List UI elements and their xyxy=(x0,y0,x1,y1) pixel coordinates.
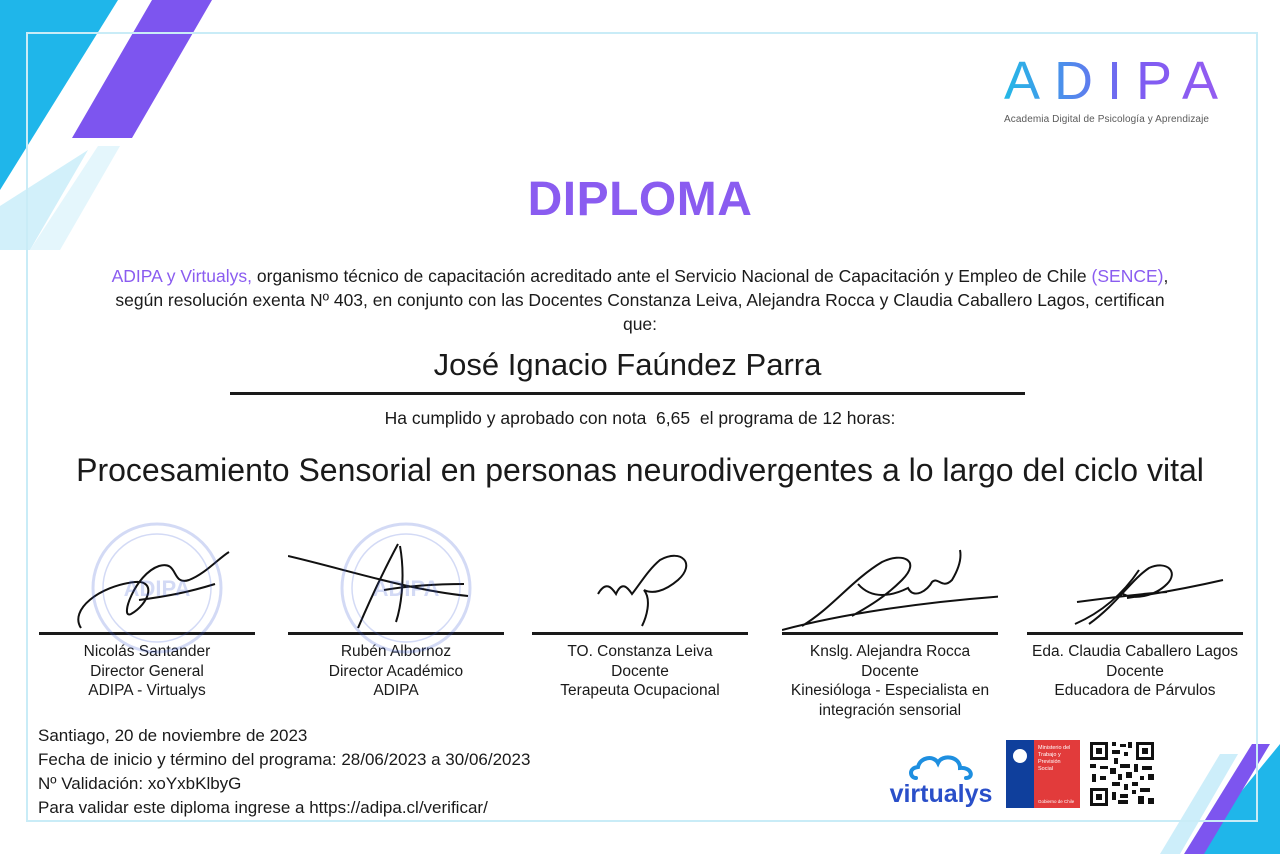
signature-block-constanza-leiva xyxy=(532,540,748,701)
signatory-org: Kinesióloga - Especialista en integración sensorial xyxy=(790,682,990,719)
signatory-org: Terapeuta Ocupacional xyxy=(560,682,720,699)
grade-value: 6,65 xyxy=(656,408,691,428)
program-period-line xyxy=(38,748,530,772)
signatory-role: Director General xyxy=(90,662,204,680)
certification-statement xyxy=(100,264,1180,336)
signature-line xyxy=(782,632,998,635)
signatory-org: Educadora de Párvulos xyxy=(1054,682,1216,699)
signature-scribble xyxy=(532,540,748,632)
signatory-name: TO. Constanza Leiva xyxy=(567,643,713,660)
student-name: José Ignacio Faúndez Parra xyxy=(230,347,1025,395)
validation-qr-code[interactable] xyxy=(1088,740,1156,808)
signatory-name: Nicolás Santander xyxy=(83,643,211,660)
signatory-name: Knslg. Alejandra Rocca xyxy=(809,643,971,660)
signature-scribble xyxy=(1027,540,1243,632)
signature-scribble xyxy=(782,540,998,632)
gobierno-de-chile-logo xyxy=(1006,740,1080,808)
intro-text-1: organismo técnico de capacitación acreditado ante el Servicio Nacional de Capacitación y Empleo de Chile xyxy=(252,266,1092,286)
virtualys-logo xyxy=(880,748,1002,808)
course-name: Procesamiento Sensorial en personas neurodivergentes a lo largo del ciclo vital xyxy=(76,452,1204,488)
validation-label: Nº Validación: xyxy=(38,774,144,793)
diploma-title: DIPLOMA xyxy=(527,173,753,226)
svg-text:ADIPA: ADIPA xyxy=(372,576,440,601)
period-value: 28/06/2023 a 30/06/2023 xyxy=(341,750,531,769)
signatory-name: Rubén Albornoz xyxy=(340,643,452,660)
signature-block-director-academico xyxy=(288,540,504,701)
signature-line xyxy=(532,632,748,635)
svg-text:Ministerio del: Ministerio del xyxy=(1038,745,1071,751)
diploma-footer xyxy=(38,724,530,820)
signatory-role: Director Académico xyxy=(328,662,464,680)
intro-highlight-issuers: ADIPA y Virtualys, xyxy=(111,266,253,286)
adipa-stamp-icon xyxy=(338,520,474,656)
signatory-org: ADIPA - Virtualys xyxy=(88,682,206,699)
signature-block-director-general xyxy=(39,540,255,701)
svg-text:Previsión: Previsión xyxy=(1038,759,1061,765)
issue-date-line xyxy=(38,724,530,748)
svg-text:ADIPA: ADIPA xyxy=(123,576,191,601)
validation-code: xoYxbKlbyG xyxy=(147,774,242,793)
issue-date: 20 de noviembre de 2023 xyxy=(114,726,308,745)
adipa-logo xyxy=(1004,51,1244,126)
issue-city: Santiago, xyxy=(38,726,110,745)
signature-line xyxy=(1027,632,1243,635)
adipa-stamp-icon xyxy=(89,520,225,656)
intro-text-2: , según resolución exenta Nº 403, en conjunto con las Docentes Constanza Leiva, Alejandra Rocca y Claudia Caballero Lagos, certifican que: xyxy=(115,266,1169,334)
grade-statement xyxy=(0,408,1280,429)
validation-line xyxy=(38,772,530,796)
intro-highlight-sence: (SENCE) xyxy=(1091,266,1164,286)
svg-text:virtualys: virtualys xyxy=(889,780,993,808)
svg-text:Social: Social xyxy=(1038,766,1053,772)
logo-wordmark: ADIPA xyxy=(1004,54,1244,108)
svg-text:Trabajo y: Trabajo y xyxy=(1038,752,1061,758)
grade-prefix: Ha cumplido y aprobado con nota xyxy=(384,408,647,428)
signatory-name: Eda. Claudia Caballero Lagos xyxy=(1032,643,1238,660)
grade-suffix: el programa de 12 horas: xyxy=(699,408,896,428)
period-label: Fecha de inicio y término del programa: xyxy=(38,750,337,769)
signature-block-alejandra-rocca xyxy=(782,540,998,720)
signature-block-claudia-caballero xyxy=(1027,540,1243,701)
verify-line xyxy=(38,796,530,820)
signatory-role: Docente xyxy=(1106,662,1164,680)
verify-url[interactable]: https://adipa.cl/verificar/ xyxy=(309,798,488,817)
verify-label: Para validar este diploma ingrese a xyxy=(38,798,305,817)
signatory-role: Docente xyxy=(861,662,919,680)
logo-tagline: Academia Digital de Psicología y Aprendizaje xyxy=(1004,114,1210,125)
signatory-role: Docente xyxy=(611,662,669,680)
svg-text:Gobierno de Chile: Gobierno de Chile xyxy=(1038,799,1075,804)
signatory-org: ADIPA xyxy=(373,682,419,699)
